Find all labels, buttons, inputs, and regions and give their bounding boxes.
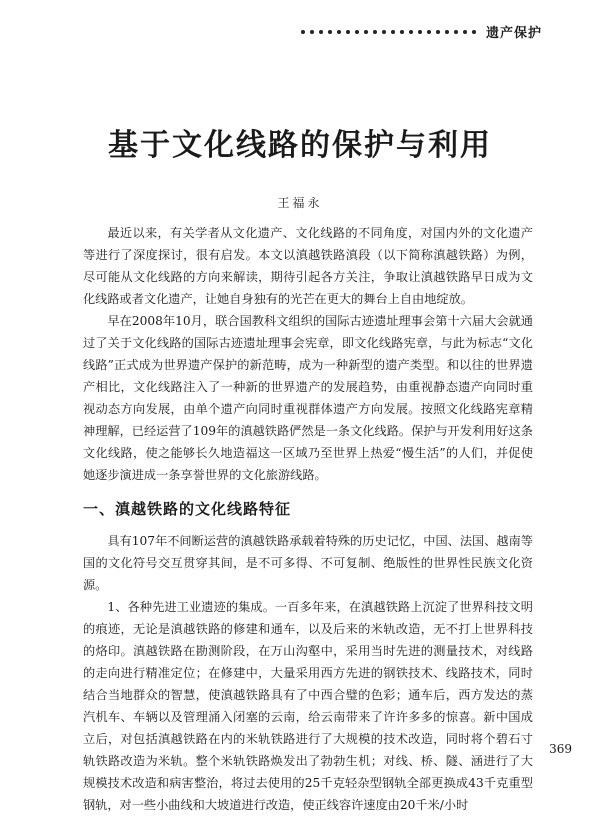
article-body (83, 222, 533, 816)
paragraph: 1、各种先进工业遗迹的集成。一百多年来，在滇越铁路上沉淀了世界科技文明的痕迹，无论是滇越铁路的修建和通车，以及后来的米轨改造，无不打上世界科技的烙印。滇越铁路在勘测阶段，在万山沟壑中，采用当时先进的测量技术，对线路的走向进行精准定位；在修建中，大量采用西方先进的钢铁技术、线路技术，同时结合当地群众的智慧，使滇越铁路具有了中西合璧的色彩；通车后，西方发达的蒸汽机车、车辆以及管理涌入闭塞的云南，给云南带来了许许多多的惊喜。新中国成立后，对包括滇越铁路在内的米轨铁路进行了大规模的技术改造，同时将个碧石寸轨铁路改造为米轨。整个米轨铁路焕发出了勃勃生机；对线、桥、隧、涵进行了大规模技术改造和病害整治，将过去使用的25千克轻杂型钢轨全部更换成43千克重型钢轨，对一些小曲线和大坡道进行改造，使正线容许速度由20千米/小时 (83, 600, 533, 812)
section-heading: 一、滇越铁路的文化线路特征 (83, 500, 292, 518)
section-label: 遗产保护 (485, 26, 542, 41)
paragraph: 早在2008年10月，联合国教科文组织的国际古迹遗址理事会第十六届大会就通过了关于文化线路的国际古迹遗址理事会宪章，即文化线路宪章，与此为标志“文化线路”正式成为世界遗产保护的新范畴，成为一种新型的遗产类型。和以往的世界遗产相比，文化线路注入了一种新的世界遗产的发展趋势，由重视静态遗产向同时重视动态方向发展，由单个遗产向同时重视群体遗产方向发展。按照文化线路宪章精神理解，已经运营了109年的滇越铁路俨然是一条文化线路。保护与开发利用好这条文化线路，使之能够长久地造福这一区域乃至世界上热爱“慢生活”的人们，并促使她逐步演进成一条享誉世界的文化旅游线路。 (83, 314, 533, 482)
running-header (301, 22, 542, 41)
header-dots (301, 30, 476, 34)
paragraph: 具有107年不间断运营的滇越铁路承载着特殊的历史记忆，中国、法国、越南等国的文化符号交互贯穿其间，是不可多得、不可复制、绝版性的世界性民族文化资源。 (83, 534, 533, 592)
article-title: 基于文化线路的保护与利用 (108, 128, 492, 163)
page-number: 369 (549, 742, 572, 756)
article-author: 王福永 (277, 196, 323, 210)
paragraph: 最近以来，有关学者从文化遗产、文化线路的不同角度，对国内外的文化遗产等进行了深度探讨，很有启发。本文以滇越铁路滇段（以下简称滇越铁路）为例，尽可能从文化线路的方向来解读，期待引起各方关注，争取让滇越铁路早日成为文化线路或者文化遗产，让她自身独有的光芒在更大的舞台上自由地绽放。 (83, 226, 533, 306)
